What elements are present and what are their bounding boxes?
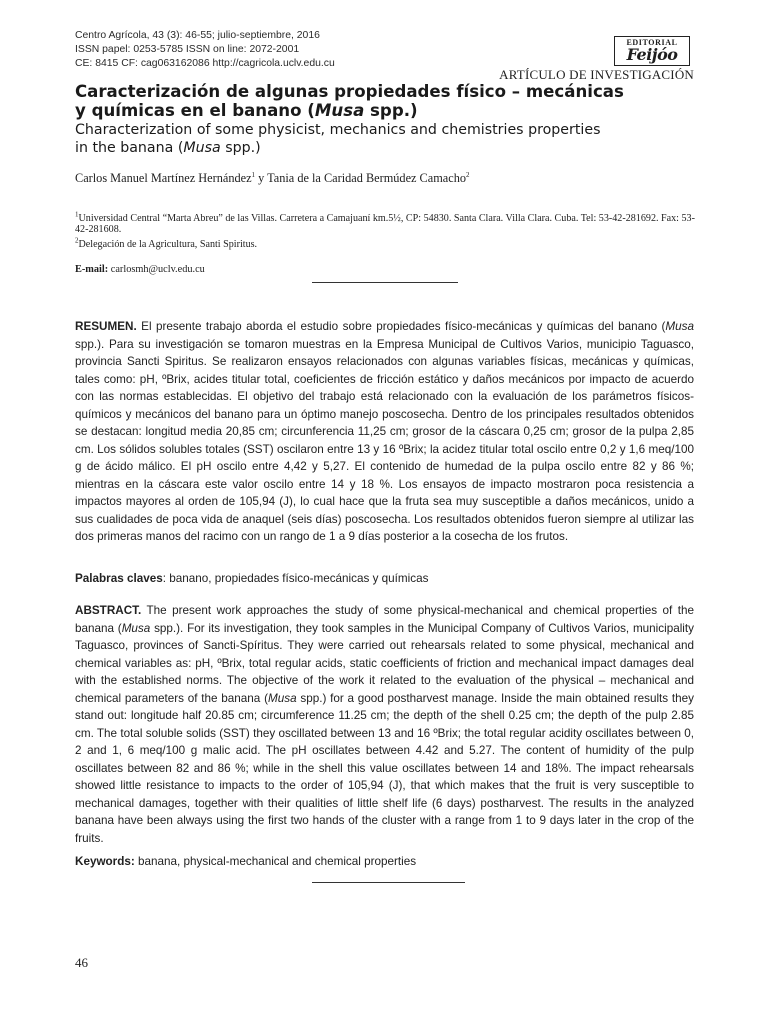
contact-email bbox=[75, 264, 205, 276]
resumen-label: RESUMEN. bbox=[75, 320, 137, 333]
affiliation-2-text: Delegación de la Agricultura, Santi Spiritus. bbox=[78, 239, 258, 250]
title-english bbox=[75, 121, 700, 157]
abstract-text-end: spp.) for a good postharvest manage. Inside the main obtained results they stand out: longitude half 20.85 cm; circumference 11.25 cm; the depth of the shell 0.25 cm; the depth of the pulp 2.85 cm. The total soluble solids (SST) they oscillated between 13 and 16 ºBrix; the total regular acidity oscillates between 0, 2 and 1, 6 meq/100 g malic acid. The pH oscillates between 4.42 and 5.27. The content of humidity of the pulp oscillates between 82 and 86 %; while in the shell this value oscillates between 14 and 18%. The impact rehearsals showed little resistance to impacts to the order of 105,94 (J), that which makes that the fruit is very susceptible to mechanical damages, together with their qualities of little shelf life (6 days) postharvest. The results in the analyzed banana have been always using the first two hands of the cluster with a range from 1 to 9 days later in the crop of the fruits. bbox=[75, 691, 694, 845]
title-text-end: spp.) bbox=[364, 101, 418, 120]
keywords-text: banana, physical-mechanical and chemical properties bbox=[134, 855, 417, 868]
resumen-text-cont: spp.). Para su investigación se tomaron muestras en la Empresa Municipal de Cultivos Varios, municipio Taguasco, provincia Sancti Spiritus. Se realizaron ensayos relacionados con algunas variables físicas, mecánicas y químicas, tales como: pH, ºBrix, acides titular total, coeficientes de fricción estático y daños mecánicos por impacto de acuerdo con las normas establecidas. El objetivo del trabajo está relacionado con la evaluación de los parámetros físicos- químicos y mecánicos del banano para un óptimo manejo poscosecha. Dentro de los principales resultados obtenidos se destacan: longitud media 20,85 cm; circunferencia 11,25 cm; grosor de la cáscara 0,25 cm; grosor de la pulpa 2,85 cm. Los sólidos solubles totales (SST) oscilaron entre 13 y 16 ºBrix; la acidez titular total oscilo entre 0,2 y 1,6 meq/100 g de ácido málico. El pH oscilo entre 4,42 y 5,27. El contenido de humedad de la pulpa oscilo entre 82 y 86 %; mientras en la cáscara este valor oscilo entre 14 y 18 %. Los ensayos de impacto mostraron poca resistencia a impactos mayores al orden de 105,94 (J), lo cual hace que la fruta sea muy susceptible a daños mecánicos, unido a sus cualidades de poca vida de anaquel (seis días) poscosecha. Los resultados obtenidos fueron siempre al utilizar las dos primeras manos del racimo con un rango de 1 a 9 días posterior a la cosecha de los frutos. bbox=[75, 337, 694, 543]
abstract-genus-1: Musa bbox=[121, 621, 151, 635]
title-text: y químicas en el banano ( bbox=[75, 101, 315, 120]
logo-name-text: Feijóo bbox=[626, 45, 678, 64]
title-text: in the banana ( bbox=[75, 140, 184, 156]
journal-issn: ISSN papel: 0253-5785 ISSN on line: 2072-2001 bbox=[75, 44, 300, 55]
publisher-logo bbox=[614, 36, 694, 70]
separator-line-bottom bbox=[312, 882, 465, 883]
email-label: E-mail: bbox=[75, 264, 109, 275]
palabras-text: : banano, propiedades físico-mecánicas y químicas bbox=[162, 572, 429, 585]
author-1: Carlos Manuel Martínez Hernández bbox=[75, 171, 252, 185]
title-genus: Musa bbox=[183, 140, 221, 156]
keywords-label: Keywords: bbox=[75, 855, 135, 868]
resumen-paragraph bbox=[75, 318, 694, 546]
abstract-label: ABSTRACT. bbox=[75, 604, 142, 617]
title-genus: Musa bbox=[314, 101, 365, 120]
title-english-line1: Characterization of some physicist, mechanics and chemistries properties bbox=[75, 122, 601, 138]
resumen-text: El presente trabajo aborda el estudio sobre propiedades físico-mecánicas y químicas del banano ( bbox=[136, 320, 666, 333]
title-text-end: spp.) bbox=[220, 140, 261, 156]
section-label: ARTÍCULO DE INVESTIGACIÓN bbox=[499, 67, 694, 82]
separator-line bbox=[312, 282, 458, 283]
authors bbox=[75, 170, 700, 186]
title-spanish-line1: Caracterización de algunas propiedades físico – mecánicas bbox=[75, 82, 624, 101]
palabras-label: Palabras claves bbox=[75, 572, 163, 585]
abstract-genus-2: Musa bbox=[267, 691, 297, 705]
logo-editorial-text: EDITORIAL bbox=[626, 38, 678, 47]
author-1-affiliation: 1 bbox=[251, 170, 256, 179]
affiliation-1 bbox=[75, 210, 695, 235]
affiliation-2 bbox=[75, 236, 695, 251]
author-2: Tania de la Caridad Bermúdez Camacho bbox=[267, 171, 466, 185]
resumen-genus: Musa bbox=[665, 320, 694, 333]
journal-url: CE: 8415 CF: cag063162086 http://cagricola.uclv.edu.cu bbox=[75, 58, 335, 69]
title-english-line2 bbox=[75, 139, 700, 157]
page-number: 46 bbox=[75, 955, 88, 970]
affiliation-1-text: Universidad Central “Marta Abreu” de las Villas. Carretera a Camajuaní km.5½, CP: 54830. Santa Clara. Villa Clara. Cuba. Tel: 53-42-281692. Fax: 53-42-281608. bbox=[75, 213, 695, 235]
abstract-text: The present work approaches the study of some physical-mechanical and chemical properties of the banana ( bbox=[75, 604, 694, 635]
abstract-text-cont: spp.). For its investigation, they took samples in the Municipal Company of Cultivos Varios, municipality Taguasco, provinces of Sancti-Spíritus. They were carried out rehearsals related to some physical, mechanical and chemical variables as: pH, ºBrix, total regular acids, static coefficients of friction and mechanical impact damages deal with the established norms. The objective of the work it related to the evaluation of the physical – mechanical and chemical parameters of the banana ( bbox=[75, 621, 694, 705]
title-spanish-line2 bbox=[75, 101, 700, 120]
affiliation-1-number: 1 bbox=[75, 210, 79, 219]
author-connector: y bbox=[255, 171, 268, 185]
affiliation-2-number: 2 bbox=[75, 236, 79, 245]
journal-citation: Centro Agrícola, 43 (3): 46-55; julio-septiembre, 2016 bbox=[75, 30, 320, 41]
email-address[interactable]: carlosmh@uclv.edu.cu bbox=[110, 264, 205, 275]
title-spanish bbox=[75, 82, 700, 120]
author-2-affiliation: 2 bbox=[466, 170, 470, 179]
abstract-paragraph bbox=[75, 602, 694, 847]
keywords bbox=[75, 853, 694, 871]
palabras-claves bbox=[75, 570, 694, 588]
journal-info bbox=[75, 29, 335, 71]
